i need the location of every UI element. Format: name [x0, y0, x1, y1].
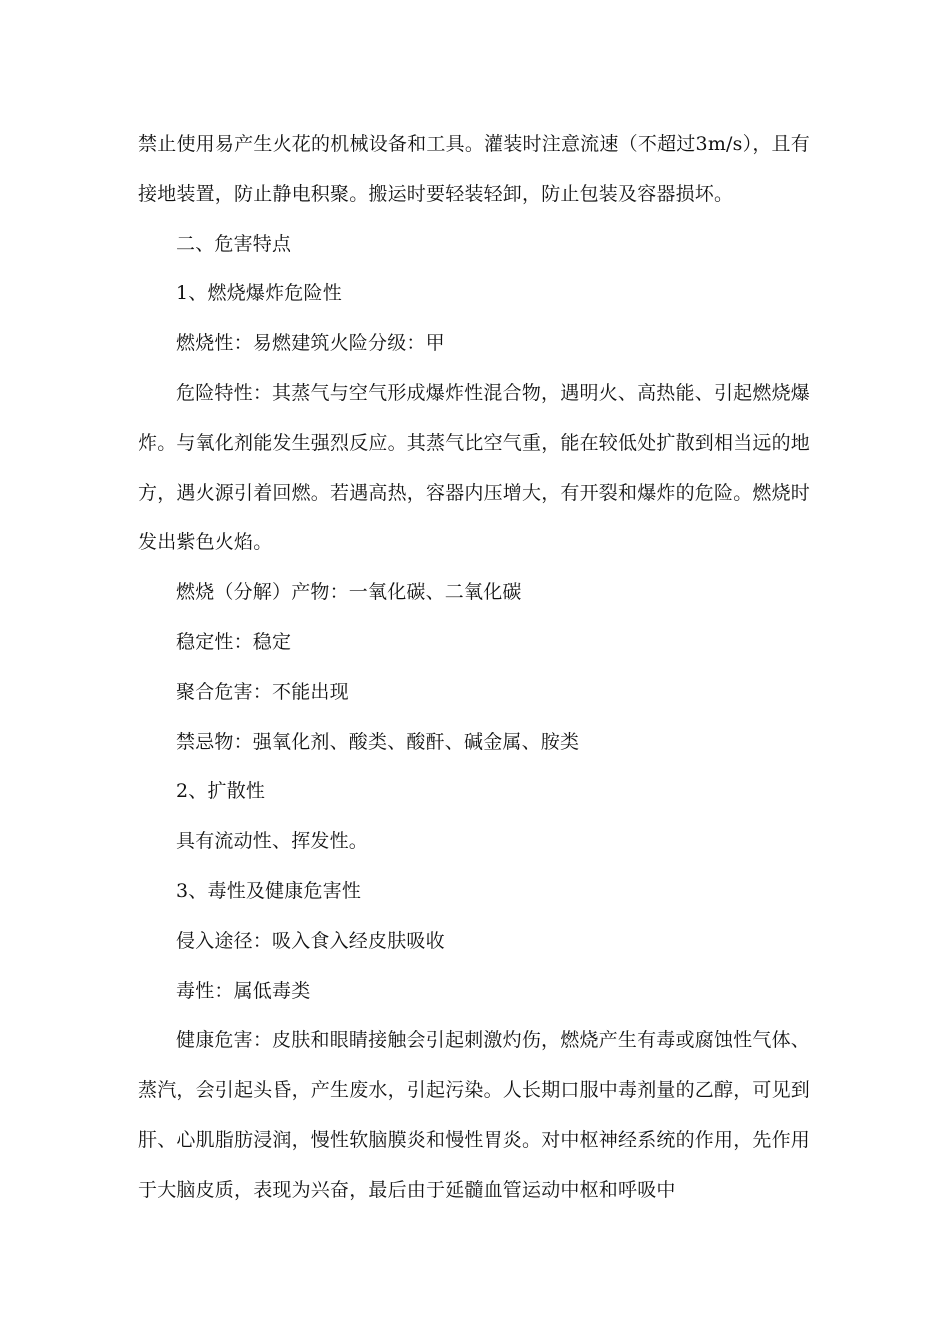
subsection-heading-combustion-explosion: 1、燃烧爆炸危险性: [176, 282, 342, 305]
paragraph-incompatible-materials: 禁忌物：强氧化剂、酸类、酸酐、碱金属、胺类: [176, 730, 580, 753]
subsection-heading-toxicity-health: 3、毒性及健康危害性: [176, 879, 362, 902]
paragraph-hazard-properties: 危险特性：其蒸气与空气形成爆炸性混合物，遇明火、高热能、引起燃烧爆炸。与氧化剂能发生强烈反应。其蒸气比空气重，能在较低处扩散到相当远的地方，遇火源引着回燃。若遇高热，容器内压增大，有开裂和爆炸的危险。燃烧时发出紫色火焰。: [138, 381, 811, 554]
paragraph-route-of-entry: 侵入途径：吸入食入经皮肤吸收: [176, 929, 445, 952]
paragraph-combustion-products: 燃烧（分解）产物：一氧化碳、二氧化碳: [176, 581, 522, 604]
document-body: [138, 120, 810, 1216]
paragraph-polymerization-hazard: 聚合危害：不能出现: [176, 680, 349, 703]
paragraph-health-hazards: 健康危害：皮肤和眼睛接触会引起刺激灼伤，燃烧产生有毒或腐蚀性气体、蒸汽，会引起头昏，产生废水，引起污染。人长期口服中毒剂量的乙醇，可见到肝、心肌脂肪浸润，慢性软脑膜炎和慢性胃炎。对中枢神经系统的作用，先作用于大脑皮质，表现为兴奋，最后由于延髓血管运动中枢和呼吸中: [138, 1029, 811, 1201]
paragraph-stability: 稳定性：稳定: [176, 630, 292, 653]
paragraph-flammability: 燃烧性：易燃建筑火险分级：甲: [176, 332, 445, 355]
paragraph-toxicity: 毒性：属低毒类: [176, 979, 311, 1002]
subsection-heading-diffusivity: 2、扩散性: [176, 780, 266, 803]
section-heading-hazard-characteristics: 二、危害特点: [176, 232, 292, 255]
paragraph-fluidity-volatility: 具有流动性、挥发性。: [176, 830, 369, 853]
paragraph-continuation: 禁止使用易产生火花的机械设备和工具。灌装时注意流速（不超过3m/s），且有接地装置，防止静电积聚。搬运时要轻装轻卸，防止包装及容器损坏。: [138, 133, 810, 205]
